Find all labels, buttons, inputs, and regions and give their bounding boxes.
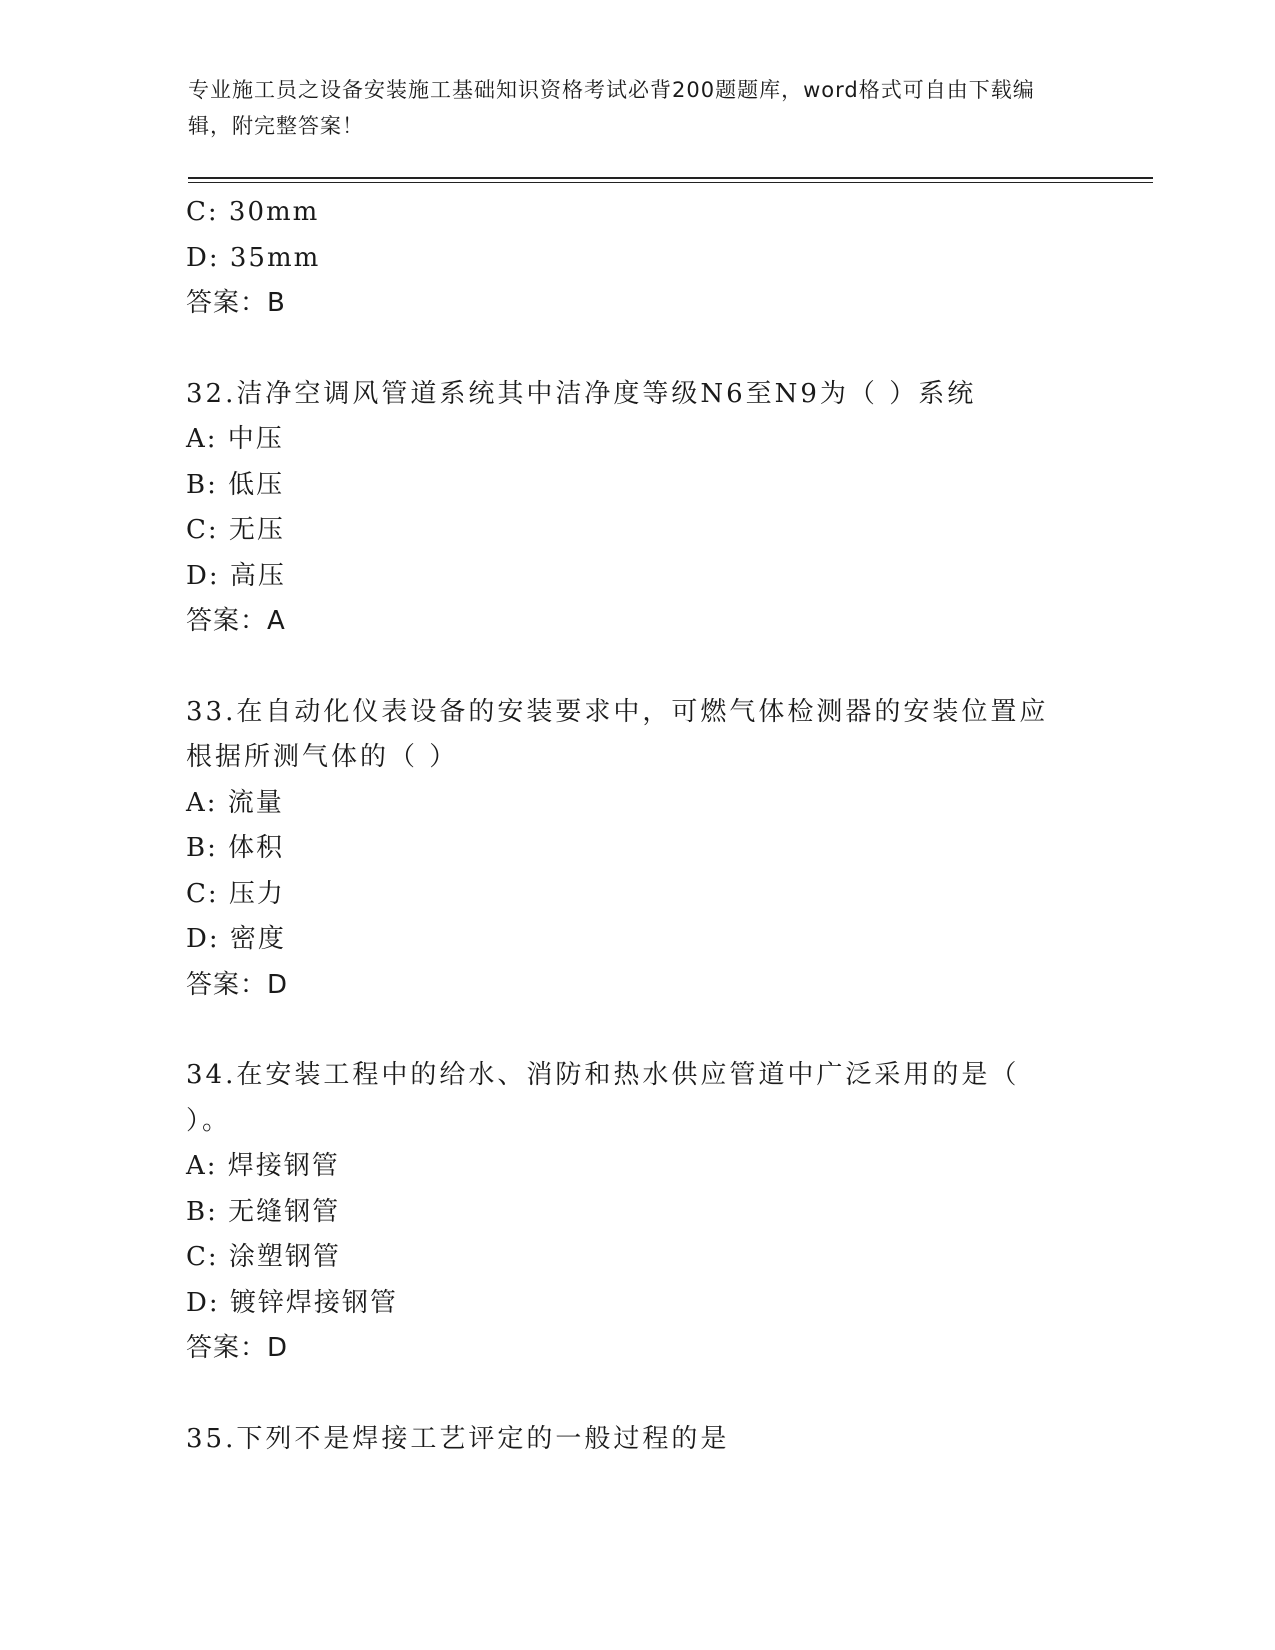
- option-a: A: 流量: [186, 787, 284, 818]
- question-32: [186, 372, 1086, 645]
- header-divider: [188, 177, 1153, 179]
- header-divider-thin: [188, 182, 1153, 183]
- option-b: B: 体积: [186, 833, 285, 863]
- question-35: [186, 1417, 1086, 1463]
- option-d: D: 35mm: [186, 242, 321, 273]
- option-d: D: 高压: [186, 560, 286, 591]
- answer-line: 答案：A: [186, 606, 286, 636]
- question-stem: 33.在自动化仪表设备的安装要求中，可燃气体检测器的安装位置应根据所测气体的（ ）: [186, 696, 1049, 772]
- option-c: C: 压力: [186, 878, 285, 909]
- option-c: C: 无压: [186, 515, 285, 545]
- answer-line: 答案：B: [186, 288, 286, 318]
- option-d: D: 镀锌焊接钢管: [186, 1287, 398, 1318]
- document-header: 专业施工员之设备安装施工基础知识资格考试必背200题题库，word格式可自由下载编辑，附完整答案！: [188, 78, 1035, 138]
- answer-line: 答案：D: [186, 1333, 289, 1363]
- question-stem: 35.下列不是焊接工艺评定的一般过程的是: [186, 1423, 730, 1454]
- question-stem: 34.在安装工程中的给水、消防和热水供应管道中广泛采用的是（ ）。: [186, 1060, 1020, 1136]
- option-a: A: 中压: [186, 424, 284, 454]
- question-33: [186, 690, 1086, 1009]
- option-b: B: 低压: [186, 469, 285, 500]
- option-a: A: 焊接钢管: [186, 1151, 340, 1181]
- question-stem: 32.洁净空调风管道系统其中洁净度等级N6至N9为（ ）系统: [186, 378, 977, 409]
- option-d: D: 密度: [186, 924, 286, 954]
- question-34: [186, 1053, 1086, 1372]
- answer-line: 答案：D: [186, 969, 289, 1000]
- option-c: C: 涂塑钢管: [186, 1242, 341, 1272]
- question-list: [186, 190, 1086, 1462]
- previous-question-tail: [186, 190, 1086, 327]
- option-c: C: 30mm: [186, 197, 320, 227]
- option-b: B: 无缝钢管: [186, 1196, 341, 1227]
